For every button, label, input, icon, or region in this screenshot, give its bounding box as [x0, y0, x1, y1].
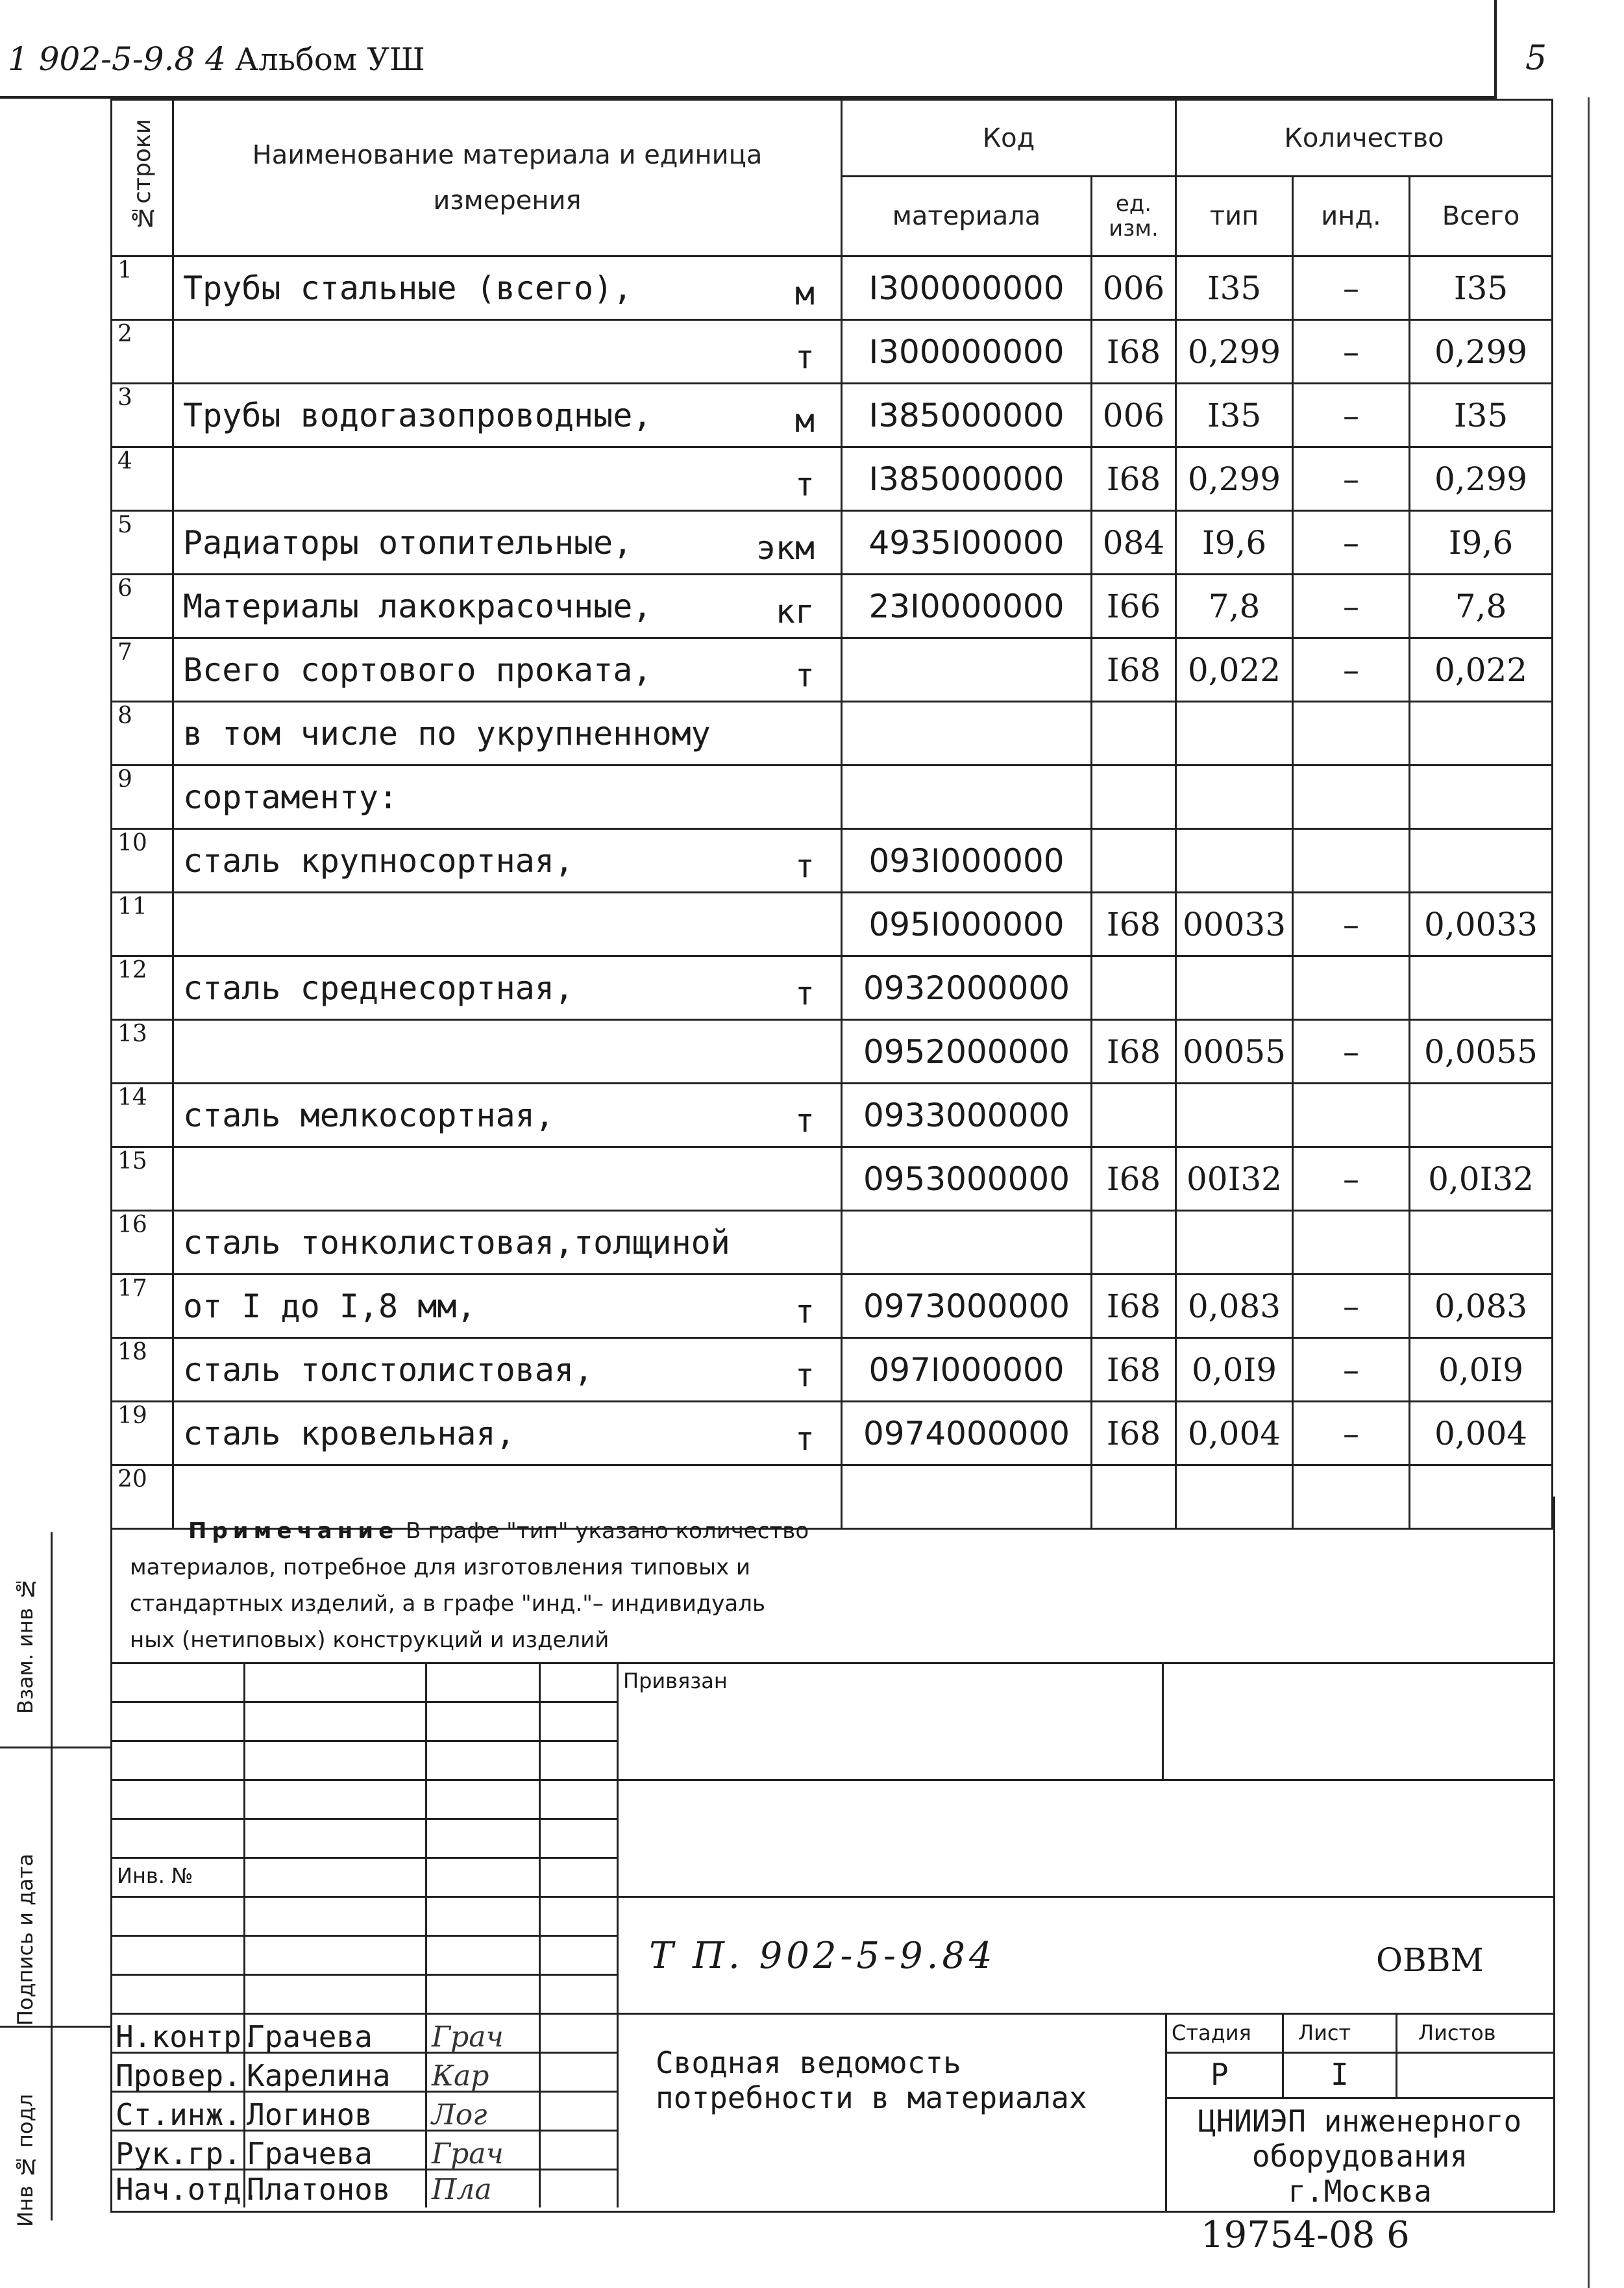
table-row	[112, 447, 1553, 511]
qty-typ: I35	[1176, 384, 1293, 447]
qty-ind: –	[1293, 638, 1410, 702]
table-row	[112, 893, 1553, 956]
material-unit: т	[794, 1102, 815, 1139]
material-name	[173, 956, 842, 1020]
qty-total	[1410, 1211, 1553, 1275]
material-code: 4935I00000	[842, 511, 1092, 575]
qty-total: I9,6	[1410, 511, 1553, 575]
row-number: 2	[112, 320, 173, 384]
unit-code: I68	[1092, 1147, 1176, 1211]
material-name	[173, 1402, 842, 1465]
table-row	[112, 765, 1553, 829]
material-name-text: сталь среднесортная,	[183, 969, 574, 1007]
stamp-line	[110, 1857, 617, 1859]
note-line1: В графе "тип" указано количество	[405, 1518, 809, 1544]
qty-typ: 00055	[1176, 1020, 1293, 1084]
inventory-number-label: Инв. №	[117, 1863, 193, 1888]
material-name-text: от I до I,8 мм,	[183, 1287, 476, 1325]
qty-ind: –	[1293, 1275, 1410, 1338]
material-name	[173, 638, 842, 702]
qty-ind: –	[1293, 1020, 1410, 1084]
material-name	[173, 702, 842, 765]
stamp-col	[1165, 2013, 1167, 2211]
margin-line	[51, 1532, 53, 2220]
qty-ind: –	[1293, 575, 1410, 638]
stamp-line	[1165, 2097, 1553, 2099]
unit-code: I68	[1092, 893, 1176, 956]
table-row	[112, 1211, 1553, 1275]
unit-code: I66	[1092, 575, 1176, 638]
qty-total	[1410, 956, 1553, 1020]
qty-typ	[1176, 1211, 1293, 1275]
signer-role: Нач.отд.	[116, 2172, 260, 2207]
note-line2: материалов, потребное для изготовления типовых и	[130, 1554, 751, 1580]
table-row	[112, 1084, 1553, 1147]
sheet-value: I	[1331, 2057, 1349, 2092]
stamp-col	[425, 1662, 427, 2207]
material-code: I385000000	[842, 384, 1092, 447]
qty-ind: –	[1293, 893, 1410, 956]
row-number: 7	[112, 638, 173, 702]
material-name-text: Трубы водогазопроводные,	[183, 396, 652, 434]
handwritten-signature: Кар	[432, 2059, 489, 2093]
material-code: 0932000000	[842, 956, 1092, 1020]
qty-ind: –	[1293, 511, 1410, 575]
qty-ind: –	[1293, 384, 1410, 447]
qty-typ: 00033	[1176, 893, 1293, 956]
qty-total: 0,0033	[1410, 893, 1553, 956]
qty-typ: 0,299	[1176, 320, 1293, 384]
qty-total: I35	[1410, 256, 1553, 320]
qty-ind: –	[1293, 1147, 1410, 1211]
table-row	[112, 511, 1553, 575]
qty-total: 0,299	[1410, 447, 1553, 511]
qty-typ: 0,0I9	[1176, 1338, 1293, 1402]
qty-ind: –	[1293, 447, 1410, 511]
materials-table	[110, 99, 1553, 1530]
qty-ind	[1293, 765, 1410, 829]
sheets-label: Листов	[1418, 2021, 1496, 2045]
material-name-text: сталь тонколистовая,толщиной	[183, 1223, 730, 1262]
material-name-text: сталь мелкосортная,	[183, 1096, 554, 1134]
unit-code: I68	[1092, 320, 1176, 384]
material-name	[173, 511, 842, 575]
qty-ind: –	[1293, 1402, 1410, 1465]
material-name	[173, 1275, 842, 1338]
qty-ind: –	[1293, 320, 1410, 384]
privyazan-label: Привязан	[623, 1669, 728, 1693]
unit-code: 006	[1092, 384, 1176, 447]
qty-typ	[1176, 829, 1293, 893]
table-row	[112, 1020, 1553, 1084]
material-code	[842, 1211, 1092, 1275]
stamp-col	[617, 1662, 619, 2207]
signer-role: Н.контр.	[116, 2019, 260, 2054]
material-name	[173, 320, 842, 384]
material-unit: т	[794, 847, 815, 885]
unit-code: 084	[1092, 511, 1176, 575]
material-name	[173, 765, 842, 829]
material-name	[173, 447, 842, 511]
document-title: Сводная ведомость потребности в материалах	[656, 2045, 1087, 2115]
stamp-col	[539, 1662, 541, 2207]
replace-inventory-label: Взам. инв №	[13, 1576, 38, 1714]
row-number: 6	[112, 575, 173, 638]
unit-code: I68	[1092, 1402, 1176, 1465]
material-name	[173, 829, 842, 893]
material-unit: т	[794, 1356, 815, 1394]
qty-typ: 00I32	[1176, 1147, 1293, 1211]
margin-divider	[0, 1747, 110, 1748]
unit-code: I68	[1092, 1275, 1176, 1338]
material-code: 0952000000	[842, 1020, 1092, 1084]
qty-typ	[1176, 956, 1293, 1020]
row-number: 8	[112, 702, 173, 765]
row-number: 20	[112, 1465, 173, 1529]
row-number: 18	[112, 1338, 173, 1402]
table-row	[112, 384, 1553, 447]
col-code: Код	[842, 100, 1176, 177]
stage-label: Стадия	[1172, 2021, 1251, 2045]
row-number: 15	[112, 1147, 173, 1211]
material-name-text: в том числе по укрупненному	[183, 714, 711, 752]
qty-total	[1410, 702, 1553, 765]
sheet-label: Лист	[1298, 2021, 1351, 2045]
handwritten-signature: Лог	[432, 2098, 487, 2132]
material-unit: т	[794, 975, 815, 1012]
qty-typ: I9,6	[1176, 511, 1293, 575]
row-number: 16	[112, 1211, 173, 1275]
material-code	[842, 638, 1092, 702]
table-row	[112, 702, 1553, 765]
material-code: 097I000000	[842, 1338, 1092, 1402]
material-name-text: Радиаторы отопительные,	[183, 523, 633, 562]
qty-total: 0,004	[1410, 1402, 1553, 1465]
material-name	[173, 575, 842, 638]
material-code: I385000000	[842, 447, 1092, 511]
section-code: ОВВМ	[1376, 1941, 1484, 1979]
col-ind: инд.	[1293, 177, 1410, 256]
row-number: 12	[112, 956, 173, 1020]
material-unit: т	[794, 338, 815, 376]
stamp-col	[1162, 1662, 1164, 1779]
stamp-line	[110, 1935, 617, 1937]
material-code: 093I000000	[842, 829, 1092, 893]
col-total: Всего	[1410, 177, 1553, 256]
stamp-line	[110, 2013, 1553, 2015]
table-row	[112, 829, 1553, 893]
signer-name: Платонов	[247, 2172, 391, 2207]
material-name-text: сталь крупносортная,	[183, 841, 574, 880]
row-number: 13	[112, 1020, 173, 1084]
stamp-line	[110, 1779, 1553, 1781]
qty-total: 0,299	[1410, 320, 1553, 384]
qty-typ	[1176, 765, 1293, 829]
table-row	[112, 1147, 1553, 1211]
material-name	[173, 1338, 842, 1402]
material-code: 095I000000	[842, 893, 1092, 956]
unit-code	[1092, 956, 1176, 1020]
row-number: 9	[112, 765, 173, 829]
material-unit: экм	[756, 529, 815, 567]
signer-name: Грачева	[247, 2136, 373, 2171]
material-code	[842, 765, 1092, 829]
table-row	[112, 575, 1553, 638]
qty-typ: I35	[1176, 256, 1293, 320]
unit-code: I68	[1092, 447, 1176, 511]
qty-total	[1410, 1084, 1553, 1147]
qty-total: I35	[1410, 384, 1553, 447]
stage-value: Р	[1211, 2057, 1229, 2092]
qty-typ: 7,8	[1176, 575, 1293, 638]
signer-role: Провер.	[116, 2058, 241, 2093]
row-number: 14	[112, 1084, 173, 1147]
unit-code: 006	[1092, 256, 1176, 320]
signer-name: Логинов	[247, 2097, 373, 2132]
material-name-text: Материалы лакокрасочные,	[183, 587, 652, 625]
qty-total: 0,0055	[1410, 1020, 1553, 1084]
stamp-line	[110, 1818, 617, 1820]
row-number: 1	[112, 256, 173, 320]
qty-typ: 0,004	[1176, 1402, 1293, 1465]
row-number: 3	[112, 384, 173, 447]
material-name-text: сортаменту:	[183, 778, 399, 816]
handwritten-signature: Грач	[432, 2137, 504, 2170]
col-quantity: Количество	[1176, 100, 1553, 177]
stamp-line	[110, 1974, 617, 1976]
qty-total	[1410, 765, 1553, 829]
note-line4: ных (нетиповых) конструкций и изделий	[130, 1627, 609, 1653]
material-unit: т	[794, 1293, 815, 1330]
material-code: 0974000000	[842, 1402, 1092, 1465]
material-name-text: сталь кровельная,	[183, 1414, 515, 1452]
qty-ind	[1293, 956, 1410, 1020]
project-designation: Т П. 902-5-9.84	[649, 1935, 996, 1977]
material-name	[173, 384, 842, 447]
qty-ind	[1293, 1211, 1410, 1275]
table-row	[112, 1338, 1553, 1402]
stamp-line	[110, 1662, 1553, 1664]
material-name-text: Всего сортового проката,	[183, 651, 652, 689]
unit-code: I68	[1092, 1020, 1176, 1084]
col-typ: тип	[1176, 177, 1293, 256]
unit-code	[1092, 1084, 1176, 1147]
unit-code: I68	[1092, 1338, 1176, 1402]
material-unit: т	[794, 466, 815, 503]
signer-name: Карелина	[247, 2058, 391, 2093]
qty-typ: 0,083	[1176, 1275, 1293, 1338]
signer-name: Грачева	[247, 2019, 373, 2054]
stamp-line	[1165, 2052, 1553, 2054]
note-line3: стандартных изделий, а в графе "инд."– индивидуаль	[130, 1591, 766, 1617]
qty-ind	[1293, 829, 1410, 893]
table-row	[112, 1275, 1553, 1338]
col-material-code: материала	[842, 177, 1092, 256]
qty-typ	[1176, 702, 1293, 765]
row-number: 5	[112, 511, 173, 575]
stamp-line	[110, 1896, 1553, 1898]
page-number: 5	[1525, 39, 1547, 78]
document-code: 1 902-5-9.8 4 Альбом УШ	[8, 40, 425, 78]
signature-date-label: Подпись и дата	[13, 1853, 38, 2026]
signer-role: Ст.инж.	[116, 2097, 241, 2132]
table-row	[112, 256, 1553, 320]
material-name	[173, 893, 842, 956]
right-border	[1588, 97, 1590, 2288]
table-row	[112, 638, 1553, 702]
row-number: 19	[112, 1402, 173, 1465]
archive-number: 19754-08 6	[1201, 2214, 1410, 2256]
table-row	[112, 320, 1553, 384]
material-unit: м	[794, 275, 815, 312]
unit-code	[1092, 702, 1176, 765]
material-code: 0953000000	[842, 1147, 1092, 1211]
material-code: 23I0000000	[842, 575, 1092, 638]
material-unit: кг	[775, 593, 815, 630]
material-unit: м	[794, 402, 815, 440]
material-name	[173, 256, 842, 320]
qty-total	[1410, 829, 1553, 893]
qty-total: 7,8	[1410, 575, 1553, 638]
signer-role: Рук.гр.	[116, 2136, 241, 2171]
material-name	[173, 1020, 842, 1084]
qty-total: 0,0I32	[1410, 1147, 1553, 1211]
stamp-line	[110, 1740, 617, 1742]
material-name-text: Трубы стальные (всего),	[183, 269, 633, 307]
handwritten-signature: Пла	[432, 2173, 492, 2206]
stamp-col	[243, 1662, 245, 2207]
material-name	[173, 1147, 842, 1211]
material-code: 0973000000	[842, 1275, 1092, 1338]
material-name-text: сталь толстолистовая,	[183, 1350, 594, 1389]
material-code: I300000000	[842, 256, 1092, 320]
album-label: Альбом УШ	[234, 42, 425, 78]
row-number: 11	[112, 893, 173, 956]
qty-typ	[1176, 1084, 1293, 1147]
unit-code	[1092, 1211, 1176, 1275]
col-row-number: №строки	[112, 100, 173, 256]
qty-typ: 0,299	[1176, 447, 1293, 511]
page-number-divider	[1494, 0, 1497, 99]
table-row	[112, 956, 1553, 1020]
row-number: 4	[112, 447, 173, 511]
row-number: 10	[112, 829, 173, 893]
margin-divider	[0, 2026, 110, 2028]
qty-total: 0,0I9	[1410, 1338, 1553, 1402]
material-code	[842, 702, 1092, 765]
qty-ind: –	[1293, 1338, 1410, 1402]
material-code: I300000000	[842, 320, 1092, 384]
stamp-col	[1282, 2013, 1284, 2097]
material-unit: т	[794, 1420, 815, 1458]
original-inventory-label: Инв № подл	[13, 2093, 38, 2227]
row-number: 17	[112, 1275, 173, 1338]
col-unit: ед. изм.	[1092, 177, 1176, 256]
material-code: 0933000000	[842, 1084, 1092, 1147]
material-unit: т	[794, 656, 815, 694]
note-title: Примечание	[188, 1518, 399, 1544]
organization: ЦНИИЭП инженерного оборудования г.Москва	[1198, 2104, 1522, 2209]
unit-code: I68	[1092, 638, 1176, 702]
col-material-name: Наименование материала и единица измерения	[173, 100, 842, 256]
qty-total: 0,022	[1410, 638, 1553, 702]
handwritten-signature: Грач	[432, 2021, 504, 2054]
table-row	[112, 1402, 1553, 1465]
material-name	[173, 1211, 842, 1275]
qty-ind	[1293, 702, 1410, 765]
qty-typ: 0,022	[1176, 638, 1293, 702]
qty-ind	[1293, 1084, 1410, 1147]
unit-code	[1092, 829, 1176, 893]
material-name	[173, 1084, 842, 1147]
stamp-line	[110, 1701, 617, 1703]
stamp-col	[1396, 2013, 1397, 2097]
qty-total: 0,083	[1410, 1275, 1553, 1338]
unit-code	[1092, 765, 1176, 829]
qty-ind: –	[1293, 256, 1410, 320]
